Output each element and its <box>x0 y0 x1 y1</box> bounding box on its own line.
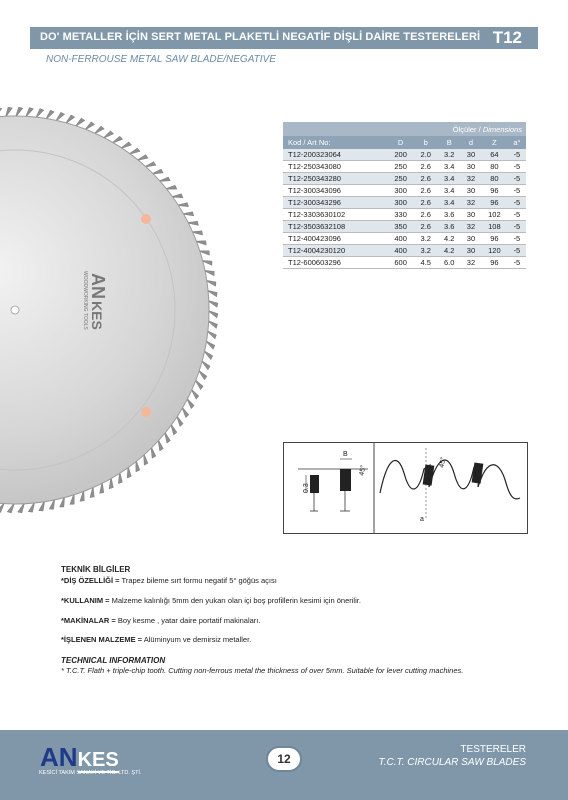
table-cell: -5 <box>508 209 526 221</box>
table-cell: 300 <box>387 197 414 209</box>
page-title: DO' METALLER İÇİN SERT METAL PLAKETLİ NEGATİF DİŞLİ DAİRE TESTERELERİ <box>40 31 481 43</box>
table-cell: 96 <box>481 197 508 209</box>
table-header-cell: b <box>414 136 437 149</box>
table-cell: -5 <box>508 257 526 269</box>
table-cell: 600 <box>387 257 414 269</box>
table-cell: 200 <box>387 149 414 161</box>
footer-brand-an: AN <box>40 742 78 772</box>
table-cell: 30 <box>461 185 481 197</box>
table-cell: 3.4 <box>437 185 460 197</box>
page-subtitle: NON-FERROUSE METAL SAW BLADE/NEGATIVE <box>46 54 276 65</box>
blade-logo <box>82 271 108 330</box>
table-cell: 102 <box>481 209 508 221</box>
table-cell: 32 <box>461 221 481 233</box>
table-row <box>283 149 526 161</box>
saw-blade-image <box>0 60 250 540</box>
blade-marker-dot <box>141 407 151 417</box>
table-row <box>283 173 526 185</box>
table-cell: 64 <box>481 149 508 161</box>
info-text: Alüminyum ve demirsiz metaller. <box>143 635 252 644</box>
table-row <box>283 245 526 257</box>
blade-brand-an: AN <box>88 273 108 299</box>
blade-tagline: WOODWORKING TOOLS <box>82 271 88 330</box>
table-cell: 30 <box>461 233 481 245</box>
table-cell: T12-4004230120 <box>283 245 387 257</box>
table-cell: -5 <box>508 161 526 173</box>
table-cell: -5 <box>508 245 526 257</box>
table-cell: T12-250343280 <box>283 173 387 185</box>
table-cell: 32 <box>461 197 481 209</box>
info-label: *DİŞ ÖZELLİĞİ = <box>61 576 120 585</box>
footer-logo <box>40 742 119 773</box>
table-cell: T12-300343296 <box>283 197 387 209</box>
table-cell: T12-250343080 <box>283 161 387 173</box>
table-cell: 108 <box>481 221 508 233</box>
info-item <box>61 635 251 644</box>
table-cell: 3.2 <box>437 149 460 161</box>
table-cell: 250 <box>387 161 414 173</box>
table-cell: 3.2 <box>414 245 437 257</box>
table-cell: 3.6 <box>437 221 460 233</box>
table-cell: T12-3303630102 <box>283 209 387 221</box>
table-cell: 96 <box>481 185 508 197</box>
table-cell: 32 <box>461 257 481 269</box>
table-cell: 3.4 <box>437 161 460 173</box>
table-body <box>283 149 526 269</box>
table-cell: T12-3503632108 <box>283 221 387 233</box>
table-row <box>283 209 526 221</box>
table-cell: 3.4 <box>437 197 460 209</box>
table-cell: 4.5 <box>414 257 437 269</box>
table-cell: 3.2 <box>414 233 437 245</box>
table-row <box>283 221 526 233</box>
table-row <box>283 161 526 173</box>
table-header-cell: Kod / Art No: <box>283 136 387 149</box>
table-header-cell: d <box>461 136 481 149</box>
dimensions-table <box>283 122 526 269</box>
table-cell: 30 <box>461 245 481 257</box>
table-cell: 2.6 <box>414 221 437 233</box>
table-cell: 250 <box>387 173 414 185</box>
page-number: 12 <box>266 746 302 772</box>
angle-label: 45° <box>438 456 448 469</box>
table-row <box>283 233 526 245</box>
product-code: T12 <box>492 28 522 47</box>
table-row <box>283 197 526 209</box>
footer-subtitle: T.C.T. CIRCULAR SAW BLADES <box>378 757 526 768</box>
info-label: *İŞLENEN MALZEME = <box>61 635 143 644</box>
table-cell: 2.6 <box>414 173 437 185</box>
info-text: Boy kesme , yatar daire portatif makinaları. <box>117 616 261 625</box>
table-cell: 32 <box>461 173 481 185</box>
table-header-row <box>283 136 526 149</box>
info-label: *MAKİNALAR = <box>61 616 116 625</box>
tech-info-text: * T.C.T. Flath + triple-chip tooth. Cutting non-ferrous metal the thickness of over 5mm. Suitable for lever cutting machines. <box>61 666 464 675</box>
footer <box>0 730 568 800</box>
table-cell: -5 <box>508 149 526 161</box>
table-cell: 330 <box>387 209 414 221</box>
table-cell: 30 <box>461 209 481 221</box>
tooth-diagram-drawing <box>284 443 527 533</box>
table-cell: -5 <box>508 233 526 245</box>
table-caption: Ölçüler / <box>452 124 481 134</box>
table-row <box>283 185 526 197</box>
table-header-cell: D <box>387 136 414 149</box>
table-cell: 6.0 <box>437 257 460 269</box>
info-item <box>61 576 277 585</box>
table-cell: 350 <box>387 221 414 233</box>
table-cell: 400 <box>387 233 414 245</box>
label-b: B <box>343 451 348 458</box>
info-label: *KULLANIM = <box>61 596 110 605</box>
table-cell: 3.4 <box>437 173 460 185</box>
table-cell: 300 <box>387 185 414 197</box>
info-text: Trapez bileme sırt formu negatif 5° göğüs açısı <box>121 576 277 585</box>
table-cell: T12-200323064 <box>283 149 387 161</box>
tech-info-title: TECHNICAL INFORMATION <box>61 656 166 665</box>
angle-label: 45° <box>358 464 368 477</box>
table-cell: 400 <box>387 245 414 257</box>
table-cell: -5 <box>508 221 526 233</box>
table-cell: 4.2 <box>437 245 460 257</box>
info-title: TEKNİK BİLGİLER <box>61 565 131 574</box>
table-cell: -5 <box>508 197 526 209</box>
table-header-cell: B <box>437 136 460 149</box>
info-item <box>61 616 260 625</box>
table-row <box>283 257 526 269</box>
footer-title: TESTERELER <box>460 744 526 755</box>
table-cell: T12-600603296 <box>283 257 387 269</box>
blade-marker-dot <box>141 214 151 224</box>
table-header-cell: Z <box>481 136 508 149</box>
table-cell: 2.0 <box>414 149 437 161</box>
table-header-cell: a° <box>508 136 526 149</box>
header-bar <box>30 27 538 49</box>
tooth-diagram <box>283 442 528 534</box>
table-cell: 4.2 <box>437 233 460 245</box>
table-cell: 96 <box>481 233 508 245</box>
table-cell: 2.6 <box>414 185 437 197</box>
table-cell: T12-400423096 <box>283 233 387 245</box>
table-cell: T12-300343096 <box>283 185 387 197</box>
table-cell: 2.6 <box>414 161 437 173</box>
table-caption-en: Dimensions <box>482 124 522 134</box>
footer-company: KESİCİ TAKIM SANAYİ VE TİC. LTD. ŞTİ. <box>39 770 142 776</box>
table-cell: 3.6 <box>437 209 460 221</box>
table-cell: 96 <box>481 257 508 269</box>
table-cell: 2.6 <box>414 209 437 221</box>
table-cell: -5 <box>508 185 526 197</box>
table-caption-row <box>283 122 526 136</box>
footer-brand-kes: KES <box>77 749 119 771</box>
table-cell: 120 <box>481 245 508 257</box>
table-cell: 30 <box>461 149 481 161</box>
table-cell: 80 <box>481 161 508 173</box>
table-cell: 80 <box>481 173 508 185</box>
info-item <box>61 596 361 605</box>
dim-label: 0.3 <box>303 483 310 493</box>
table-cell: 30 <box>461 161 481 173</box>
blade-brand-kes: KES <box>89 301 105 330</box>
info-text: Malzeme kalınlığı 5mm den yukarı olan içi boş profillerin kesimi için önerilir. <box>111 596 361 605</box>
table-cell: -5 <box>508 173 526 185</box>
table-cell: 2.6 <box>414 197 437 209</box>
label-a: a <box>420 516 424 523</box>
